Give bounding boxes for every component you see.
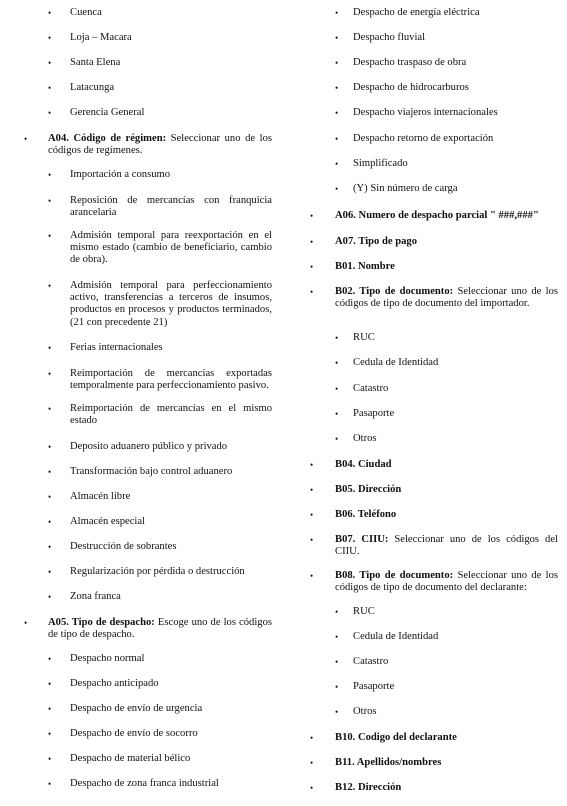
item-text	[70, 280, 272, 329]
bullet-icon: •	[335, 159, 339, 169]
bullet-icon: •	[335, 632, 339, 642]
item-text	[353, 57, 558, 69]
item-text	[353, 158, 558, 170]
item-text	[70, 57, 272, 69]
bullet-icon: •	[48, 170, 52, 180]
bullet-icon: •	[310, 733, 314, 743]
bullet-icon: •	[310, 237, 314, 247]
item-description: Latacunga	[70, 82, 115, 93]
item-description: RUC	[353, 606, 375, 617]
item-text	[353, 681, 558, 693]
bullet-icon: •	[48, 779, 52, 789]
item-text	[353, 32, 558, 44]
item-text	[48, 133, 272, 157]
item-text	[353, 183, 558, 195]
bullet-icon: •	[48, 58, 52, 68]
bullet-icon: •	[335, 108, 339, 118]
item-description: RUC	[353, 332, 375, 343]
bullet-icon: •	[48, 369, 52, 379]
item-text	[353, 631, 558, 643]
item-code-label: B08. Tipo de documento:	[335, 570, 454, 581]
item-description: Catastro	[353, 383, 389, 394]
item-description: Pasaporte	[353, 408, 395, 419]
bullet-icon: •	[48, 108, 52, 118]
item-description: Catastro	[353, 656, 389, 667]
item-description: Ferias internacionales	[70, 342, 163, 353]
item-description: Despacho de energía eléctrica	[353, 7, 480, 18]
item-text	[335, 570, 558, 594]
item-text	[70, 195, 272, 219]
item-code-label: B04. Ciudad	[335, 459, 392, 470]
item-description: Admisión temporal para perfeccionamiento activo, transferencias a terceros de insumos, productos en procesos y productos terminados, (21 con precedente 21)	[70, 280, 272, 328]
bullet-icon: •	[24, 134, 28, 144]
item-code-label: A06. Numero de despacho parcial " ###,###"	[335, 210, 539, 221]
bullet-icon: •	[48, 567, 52, 577]
item-text	[335, 210, 558, 222]
item-description: Despacho de hidrocarburos	[353, 82, 469, 93]
item-description: Despacho fluvial	[353, 32, 426, 43]
item-description: Escoge uno de los códigos de tipo de despacho.	[48, 617, 272, 641]
bullet-icon: •	[48, 442, 52, 452]
bullet-icon: •	[48, 8, 52, 18]
item-description: Simplificado	[353, 158, 408, 169]
item-description: Otros	[353, 706, 377, 717]
item-description: Despacho de material bélico	[70, 753, 191, 764]
item-code-label: B12. Dirección	[335, 782, 402, 793]
item-text	[335, 459, 558, 471]
item-description: Almacén libre	[70, 491, 131, 502]
item-code-label: A07. Tipo de pago	[335, 236, 418, 247]
bullet-icon: •	[48, 542, 52, 552]
item-text	[70, 541, 272, 553]
item-description: Seleccionar uno de los códigos de regímenes.	[48, 133, 272, 157]
item-text	[70, 230, 272, 267]
bullet-icon: •	[48, 679, 52, 689]
item-code-label: B01. Nombre	[335, 261, 395, 272]
item-text	[335, 534, 558, 558]
item-description: Despacho retorno de exportación	[353, 133, 494, 144]
bullet-icon: •	[310, 758, 314, 768]
item-text	[70, 466, 272, 478]
bullet-icon: •	[335, 8, 339, 18]
item-text	[353, 433, 558, 445]
item-description: Zona franca	[70, 591, 121, 602]
item-description: Gerencia General	[70, 107, 145, 118]
item-text	[335, 261, 558, 273]
bullet-icon: •	[24, 618, 28, 628]
bullet-icon: •	[310, 262, 314, 272]
bullet-icon: •	[335, 409, 339, 419]
item-description: Santa Elena	[70, 57, 121, 68]
bullet-icon: •	[48, 231, 52, 241]
item-description: Regularización por pérdida o destrucción	[70, 566, 245, 577]
item-text	[335, 236, 558, 248]
bullet-icon: •	[335, 33, 339, 43]
item-description: Admisión temporal para reexportación en el mismo estado (cambio de beneficiario, cambio de obra).	[70, 230, 272, 266]
item-description: Deposito aduanero público y privado	[70, 441, 228, 452]
item-text	[70, 342, 272, 354]
item-code-label: B07. CIIU:	[335, 534, 389, 545]
bullet-icon: •	[310, 535, 314, 545]
item-text	[48, 617, 272, 641]
item-description: Seleccionar uno de los códigos del CIIU.	[335, 534, 558, 558]
item-text	[335, 757, 558, 769]
item-text	[353, 606, 558, 618]
item-text	[70, 441, 272, 453]
item-code-label: B06. Teléfono	[335, 509, 397, 520]
item-description: Destrucción de sobrantes	[70, 541, 177, 552]
item-text	[70, 7, 272, 19]
item-text	[70, 82, 272, 94]
item-text	[335, 782, 558, 794]
item-description: Reposición de mercancías con franquicia arancelaria	[70, 195, 272, 219]
bullet-icon: •	[335, 333, 339, 343]
item-text	[335, 286, 558, 310]
item-text	[353, 656, 558, 668]
bullet-icon: •	[310, 460, 314, 470]
bullet-icon: •	[48, 196, 52, 206]
item-text	[353, 332, 558, 344]
item-description: Despacho anticipado	[70, 678, 159, 689]
bullet-icon: •	[335, 58, 339, 68]
item-text	[70, 32, 272, 44]
bullet-icon: •	[335, 384, 339, 394]
item-description: Almacén especial	[70, 516, 145, 527]
item-text	[353, 408, 558, 420]
bullet-icon: •	[335, 434, 339, 444]
bullet-icon: •	[310, 211, 314, 221]
item-text	[70, 107, 272, 119]
item-text	[353, 357, 558, 369]
bullet-icon: •	[335, 184, 339, 194]
item-code-label: B02. Tipo de documento:	[335, 286, 454, 297]
bullet-icon: •	[310, 571, 314, 581]
item-text	[70, 753, 272, 765]
item-description: Transformación bajo control aduanero	[70, 466, 233, 477]
item-text	[70, 703, 272, 715]
bullet-icon: •	[310, 287, 314, 297]
bullet-icon: •	[335, 657, 339, 667]
item-text	[70, 728, 272, 740]
item-description: Despacho viajeros internacionales	[353, 107, 498, 118]
item-code-label: B10. Codigo del declarante	[335, 732, 457, 743]
bullet-icon: •	[48, 592, 52, 602]
bullet-icon: •	[335, 358, 339, 368]
item-description: Despacho traspaso de obra	[353, 57, 467, 68]
item-code-label: A04. Código de régimen:	[48, 133, 167, 144]
item-text	[70, 566, 272, 578]
item-text	[70, 678, 272, 690]
item-code-label: B05. Dirección	[335, 484, 402, 495]
bullet-icon: •	[310, 485, 314, 495]
item-description: Loja – Macara	[70, 32, 132, 43]
item-description: Seleccionar uno de los códigos de tipo de documento del importador.	[335, 286, 558, 310]
bullet-icon: •	[335, 707, 339, 717]
item-description: Despacho de envío de socorro	[70, 728, 198, 739]
item-description: Despacho de zona franca industrial	[70, 778, 219, 789]
item-text	[335, 732, 558, 744]
item-text	[353, 133, 558, 145]
item-description: Otros	[353, 433, 377, 444]
item-text	[353, 706, 558, 718]
item-text	[70, 169, 272, 181]
bullet-icon: •	[48, 704, 52, 714]
bullet-icon: •	[48, 467, 52, 477]
item-text	[335, 484, 558, 496]
item-text	[70, 778, 272, 790]
item-description: Despacho normal	[70, 653, 145, 664]
bullet-icon: •	[48, 404, 52, 414]
bullet-icon: •	[335, 682, 339, 692]
item-description: Despacho de envío de urgencia	[70, 703, 203, 714]
item-description: (Y) Sin número de carga	[353, 183, 458, 194]
bullet-icon: •	[48, 754, 52, 764]
item-code-label: A05. Tipo de despacho:	[48, 617, 155, 628]
item-text	[353, 7, 558, 19]
bullet-icon: •	[48, 517, 52, 527]
item-text	[353, 107, 558, 119]
item-description: Seleccionar uno de los códigos de tipo de documento del declarante:	[335, 570, 558, 594]
item-text	[70, 403, 272, 427]
item-description: Cedula de Identidad	[353, 357, 439, 368]
item-description: Cuenca	[70, 7, 102, 18]
bullet-icon: •	[48, 343, 52, 353]
bullet-icon: •	[310, 783, 314, 793]
bullet-icon: •	[48, 654, 52, 664]
item-description: Reimportación de mercancías exportadas temporalmente para perfeccionamiento pasivo.	[70, 368, 272, 392]
item-code-label: B11. Apellidos/nombres	[335, 757, 442, 768]
bullet-icon: •	[335, 607, 339, 617]
item-text	[70, 516, 272, 528]
item-text	[70, 368, 272, 392]
item-text	[335, 509, 558, 521]
item-text	[70, 653, 272, 665]
bullet-icon: •	[335, 134, 339, 144]
bullet-icon: •	[335, 83, 339, 93]
item-text	[353, 82, 558, 94]
bullet-icon: •	[48, 492, 52, 502]
bullet-icon: •	[310, 510, 314, 520]
item-description: Pasaporte	[353, 681, 395, 692]
bullet-icon: •	[48, 729, 52, 739]
item-description: Cedula de Identidad	[353, 631, 439, 642]
item-text	[70, 491, 272, 503]
item-text	[70, 591, 272, 603]
item-description: Reimportación de mercancías en el mismo estado	[70, 403, 272, 427]
bullet-icon: •	[48, 83, 52, 93]
bullet-icon: •	[48, 281, 52, 291]
item-description: Importación a consumo	[70, 169, 171, 180]
item-text	[353, 383, 558, 395]
bullet-icon: •	[48, 33, 52, 43]
